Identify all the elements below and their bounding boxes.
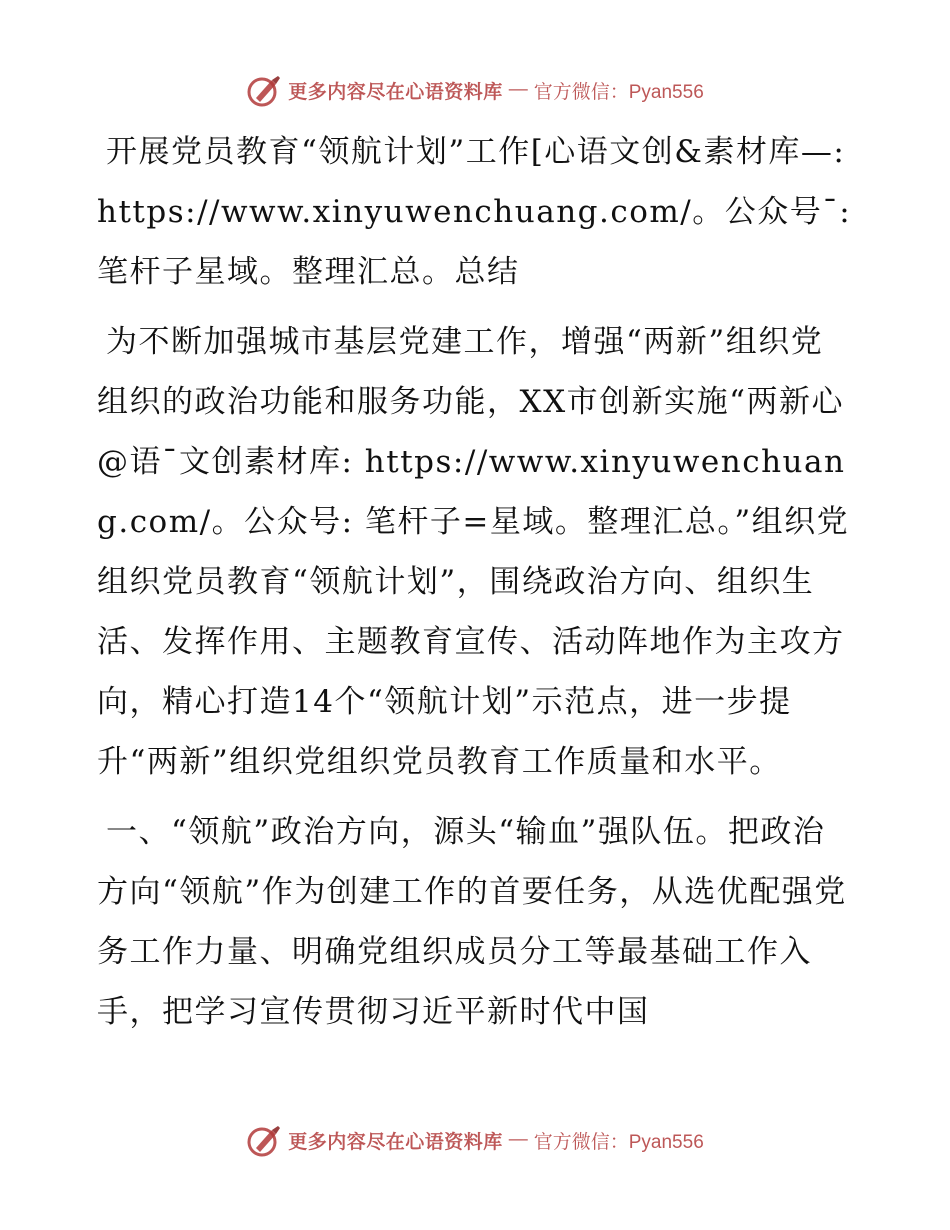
- pen-nib-logo-icon: [246, 72, 282, 108]
- watermark-separator: —: [508, 79, 528, 100]
- section-one-paragraph: 一、“领航”政治方向，源头“输血”强队伍。把政治方向“领航”作为创建工作的首要任务，从选优配强党务工作力量、明确党组织成员分工等最基础工作入手，把学习宣传贯彻习近平新时代中国: [97, 814, 847, 1030]
- document-body: [97, 122, 852, 1042]
- document-title-paragraph: 开展党员教育“领航计划”工作[心语文创&素材库—: https://www.xinyuwenchuang.com/。公众号¯: 笔杆子星域。整理汇总。总结: [97, 134, 852, 290]
- footer-watermark-banner: [0, 1120, 950, 1160]
- intro-paragraph: 为不断加强城市基层党建工作，增强“两新”组织党组织的政治功能和服务功能，XX市创新实施“两新心@语¯文创素材库: https://www.xinyuwenchuang.com/。公众号: 笔杆子=星域。整理汇总。”组织党组织党员教育“领航计划”，围绕政治方向、组织生活、发挥作用、主题教育宣传、活动阵地作为主攻方向，精心打造14个“领航计划”示范点，进一步提升“两新”组织党组织党员教育工作质量和水平。: [97, 324, 850, 780]
- watermark-contact-text: 官方微信：Pyan556: [533, 81, 704, 103]
- header-watermark-banner: [0, 70, 950, 110]
- watermark-separator: —: [508, 1129, 528, 1150]
- pen-nib-logo-icon: [246, 1122, 282, 1158]
- watermark-contact-text: 官方微信：Pyan556: [533, 1131, 704, 1153]
- watermark-promo-text: 更多内容尽在心语资料库: [288, 1130, 503, 1153]
- watermark-promo-text: 更多内容尽在心语资料库: [288, 80, 503, 103]
